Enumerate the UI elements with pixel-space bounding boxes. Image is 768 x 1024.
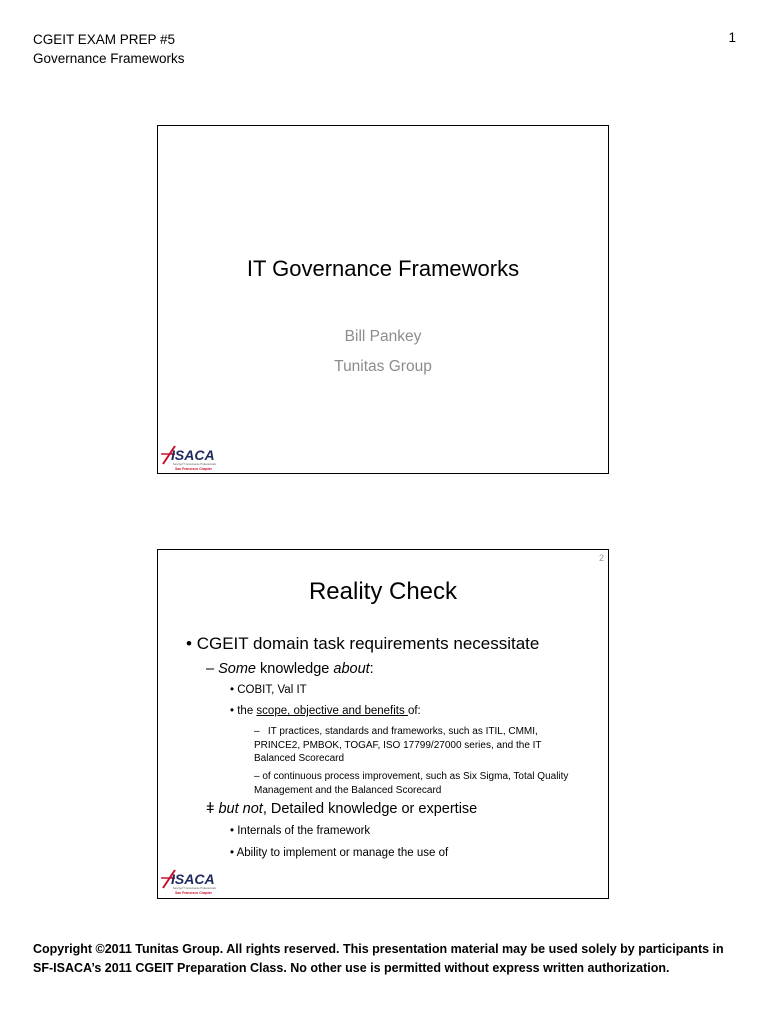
italic-some: Some — [218, 661, 256, 677]
page-number: 1 — [728, 30, 736, 45]
bullet-level3-ability: • Ability to implement or manage the use of — [230, 847, 449, 859]
italic-about: about — [333, 661, 370, 677]
bullet-text: CGEIT domain task requirements necessitate — [196, 634, 540, 653]
slide-1-author: Bill Pankey — [344, 328, 422, 345]
text-scope-underlined: scope, objective and benefits — [256, 705, 408, 717]
logo-chapter: San Francisco Chapter — [175, 891, 212, 895]
slide-2-number: 2 — [598, 553, 604, 563]
bullet-level4-practices: – IT practices, standards and frameworks, such as ITIL, CMMI, PRINCE2, PMBOK, TOGAF, ISO 17799/27000 series, and the IT Balanced Scorecard — [254, 726, 542, 764]
bullet-level3-cobit: • COBIT, Val IT — [230, 684, 307, 696]
logo-wordmark: ISACA — [171, 871, 215, 887]
text-detailed: , Detailed knowledge or expertise — [262, 801, 478, 817]
text-internals: Internals of the framework — [237, 825, 371, 837]
document-header — [33, 30, 185, 68]
text-practices: IT practices, standards and frameworks, such as ITIL, CMMI, PRINCE2, PMBOK, TOGAF, ISO 17799/27000 series, and the IT Balanced Scorecard — [254, 726, 542, 764]
copyright-footer: Copyright ©2011 Tunitas Group. All rights reserved. This presentation material may be used solely by participants in SF-ISACA’s 2011 CGEIT Preparation Class. No other use is permitted without express written authorization. — [33, 942, 724, 975]
text-of: of: — [407, 705, 421, 717]
logo-chapter: San Francisco Chapter — [175, 467, 212, 471]
header-title: CGEIT EXAM PREP #5 — [33, 32, 176, 47]
header-subtitle: Governance Frameworks — [33, 51, 185, 66]
bullet-level3-internals: • Internals of the framework — [230, 825, 371, 837]
bullet-level2-knowledge: – Some knowledge about: — [206, 661, 374, 677]
logo-tagline: Serving IT Governance Professionals — [173, 463, 216, 466]
slide-2 — [157, 549, 609, 899]
slide-2-title: Reality Check — [308, 578, 458, 605]
slide-1-title: IT Governance Frameworks — [246, 256, 520, 281]
text-colon: : — [369, 661, 374, 677]
slide-1 — [157, 125, 609, 474]
logo-tagline: Serving IT Governance Professionals — [173, 887, 216, 890]
text-ability: Ability to implement or manage the use of — [236, 847, 449, 859]
marker-double-dagger: ǂ — [206, 801, 215, 817]
text-knowledge: knowledge — [255, 661, 334, 677]
logo-wordmark: ISACA — [171, 447, 215, 463]
isaca-logo-icon — [161, 866, 227, 896]
slide-1-organization: Tunitas Group — [334, 358, 432, 375]
bullet-level1: • CGEIT domain task requirements necessitate — [186, 634, 540, 653]
text-improvement: of continuous process improvement, such as Six Sigma, Total Quality Management and the Balanced Scorecard — [254, 771, 569, 796]
bullet-level3-scope: • the scope, objective and benefits of: — [230, 705, 421, 717]
bullet-level2-not — [206, 801, 477, 817]
text-the: the — [237, 705, 257, 717]
bullet-level4-improvement: – of continuous process improvement, such as Six Sigma, Total Quality Management and the Balanced Scorecard — [254, 771, 569, 796]
text-cobit: COBIT, Val IT — [237, 684, 307, 696]
isaca-logo-icon — [161, 442, 227, 472]
italic-but-not: but not — [214, 801, 263, 817]
